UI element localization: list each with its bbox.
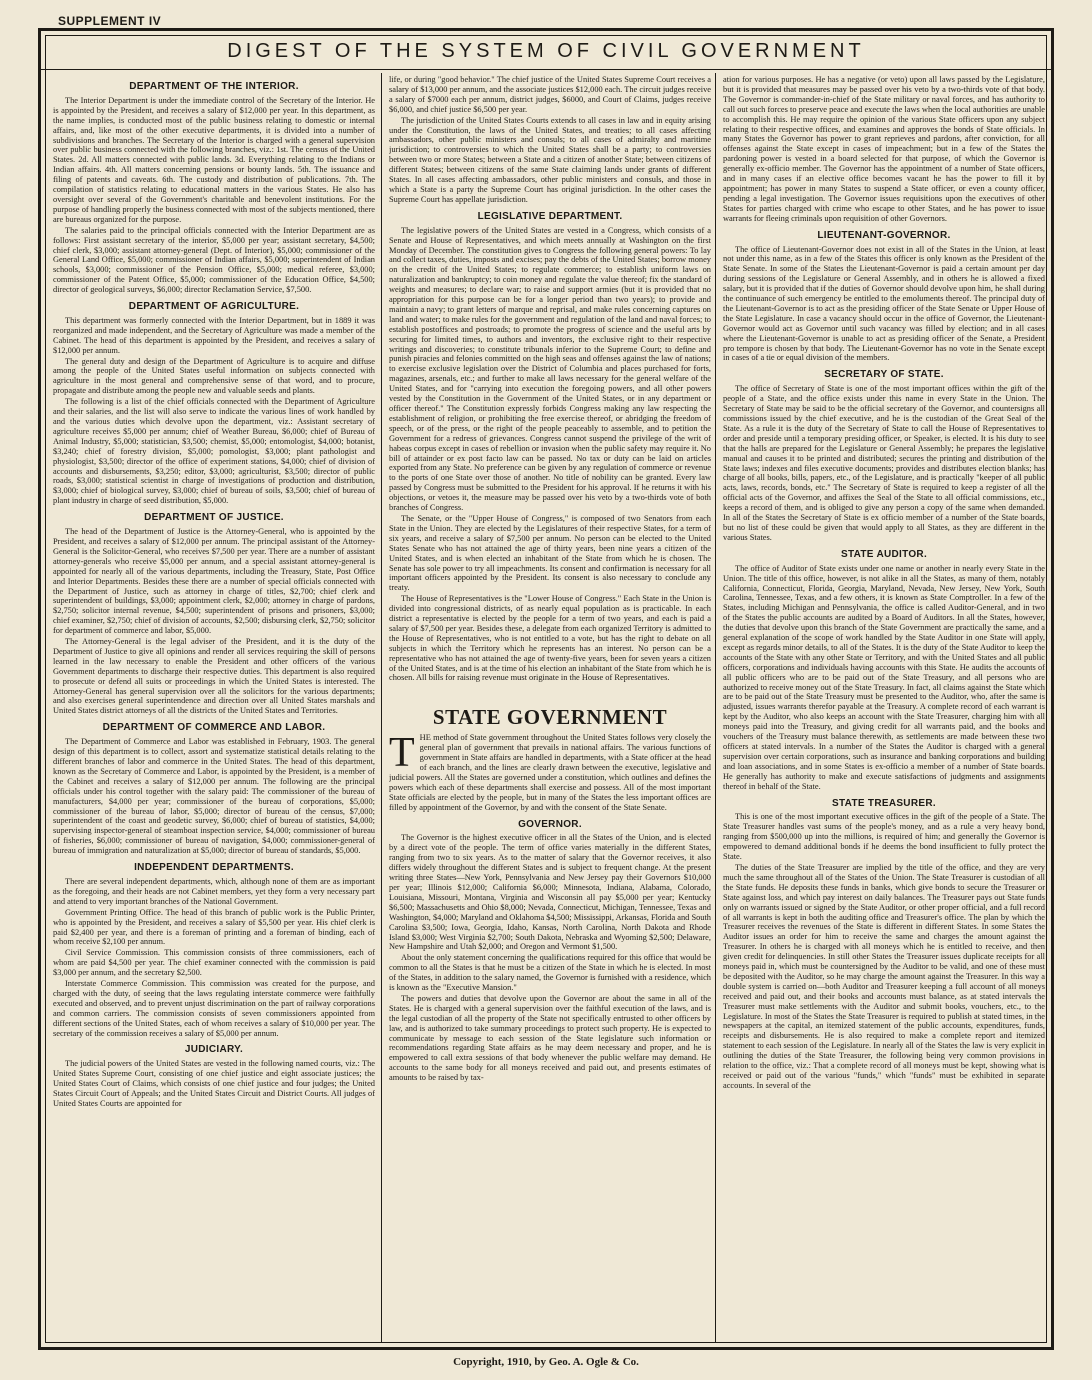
- paragraph: Civil Service Commission. This commission consists of three commissioners, each of whom are paid $4,500 per year. The chief examiner connected with the commission is paid $3,000 per annum, and the secretary $2,500.: [53, 948, 375, 978]
- section-heading: JUDICIARY.: [184, 1044, 244, 1056]
- section-heading: LEGISLATIVE DEPARTMENT.: [477, 210, 623, 222]
- paragraph: The legislative powers of the United States are vested in a Congress, which consists of a Senate and House of Representatives, and which meets annually at Washington on the first Monday of December. The constitution gives to Congress the following general powers: To lay and collect taxes, duties, imposts and excises; pay the debts of the United States; borrow money on the credit of the United States; to regulate commerce; to establish uniform laws on naturalization and bankruptcy; to coin money and regulate the value thereof; fix the standard of weights and measures; to declare war; to raise and support armies (but it is provided that no appropriation for this purpose can be for a longer period than two years); to provide and maintain a navy; to grant letters of marque and reprisal, and make rules concerning captures on land and water; to make rules for the government and regulation of the land and naval forces; to establish postoffices and postroads; to promote the progress of science and the useful arts by securing for limited times, to authors and inventors, the exclusive right to their respective writings and discoveries; to constitute tribunals inferior to the Supreme Court; to define and punish piracies and felonies committed on the high seas and offenses against the law of nations; to exercise exclusive legislation over the District of Columbia and places purchased for forts, magazines, arsenals, etc.; and further to make all laws necessary for the general welfare of the United States, and for "carrying into execution the foregoing powers, and all other powers vested by the Constitution in the Government of the United States, or in any department or officer thereof." The Constitution expressly forbids Congress making any law respecting the establishment of religion, or prohibiting the free exercise thereof, or abridging the freedom of speech, or of the press, or the right of the people peaceably to assemble, and to petition the Government for a redress of grievances. Congress cannot suspend the privilege of the writ of habeas corpus except in cases of rebellion or invasion when the public safety may require it. No bill of attainder or ex post facto law can be passed. No tax or duty can be laid on articles exported from any State. No preference can be given by any regulation of commerce or revenue to the ports of one State over those of another. No title of nobility can be granted. Every law passed by Congress must be submitted to the President for his approval. If he returns it with his objections, or vetoes it, the measure may be passed over his veto by a two-thirds vote of both branches of Congress.: [389, 225, 711, 513]
- section-heading: DEPARTMENT OF THE INTERIOR.: [129, 81, 299, 92]
- section-heading: DEPARTMENT OF AGRICULTURE.: [128, 301, 300, 313]
- paragraph: ation for various purposes. He has a negative (or veto) upon all laws passed by the Legislature, but it is provided that measures may be passed over his veto by a two-thirds vote of that body. The Governor is commander-in-chief of the State military or naval forces, and has authority to call out such forces to preserve peace and execute the laws when the local authorities are unable to accomplish this. He may require the opinion of the various State officers upon any subject relating to their respective offices, and examines and approves the bonds of State officials. In many States the Governor has power to grant reprieves and pardons, after conviction, for all offenses against the State except in cases of impeachment; but in a few of the States the pardoning power is vested in a board selected for that purpose, of which the Governor is generally ex-officio member. The Governor has the appointment of a number of State officers, and in many cases if an elective office becomes vacant he has the power to fill it by appointment; has power in many States to suspend a State officer, or even a county officer, pending a legal investigation. The Governor issues requisitions upon the executives of other States for parties charged with crime who escape to other States, and he has power to issue warrants for fleeing criminals upon requisition of other Governors.: [723, 75, 1045, 223]
- column-divider: [715, 73, 716, 1343]
- paragraph: life, or during "good behavior." The chief justice of the United States Supreme Court receives a salary of $13,000 per annum, and the associate justices $12,000 each. The circuit judges receive a salary of $7000 each per annum, district judges, $6000, and Court of Claims, judges receive $6,000, and chief justice $6,500 per year.: [389, 75, 711, 114]
- column-divider: [381, 73, 382, 1343]
- paragraph: The following is a list of the chief officials connected with the Department of Agriculture and their salaries, and the list will also serve to indicate the various lines of work handled by and the various duties which devolve upon the department, viz.: Assistant secretary of agriculture receives $5,000 per annum; chief of Weather Bureau, $6,000; chief of Bureau of Animal Industry, $5,000; statistician, $3,500; chemist, $5,000; entomologist, $4,000; botanist, $3,240; chief of forestry division, $5,000; pomologist, $3,000; plant pathologist and physiologist, $3,500; director of the office of experiment stations, $4,000; chief of division of accounts and disbursements, $3,250; editor, $3,000; agriculturist, $3,500; director of public roads, $3,000; statistical scientist in charge of investigations of production and distribution, $3,000; chief of biological survey, $3,000; chief of bureau of soils, $3,500; chief of bureau of plant industry in charge of seed distribution, $5,000.: [53, 397, 375, 506]
- paragraph: The Senate, or the "Upper House of Congress," is composed of two Senators from each State in the Union. They are elected by the Legislatures of their respective States, for a term of six years, and receive a salary of $7,500 per annum. No person can be elected to the United States Senate who has not attained the age of thirty years, been nine years a citizen of the United States, and is when elected an inhabitant of the State from which he is chosen. The Senate has sole power to try all impeachments. Its consent and confirmation is necessary for all important officers appointed by the President. Its consent is also necessary to conclude any treaty.: [389, 513, 711, 593]
- section-heading: SECRETARY OF STATE.: [824, 369, 944, 381]
- paragraph: The office of Lieutenant-Governor does not exist in all of the States in the Union, at least not under this name, as in a few of the States this officer is only known as the President of the State Senate. In some of the States the Lieutenant-Governor is paid a certain amount per day during sessions of the Legislature or General Assembly, and in others he is allowed a fixed salary, but it is provided that if the duties of Governor should devolve upon him, he shall during the continuance of such emergency be entitled to the emoluments thereof. The principal duty of the Lieutenant-Governor is to act as the presiding officer of the State Senate or Upper House of the State Legislature. In case a vacancy should occur in the office of Governor, the Lieutenant-Governor would act as Governor until such vacancy was filled by election; and in all cases where the Lieutenant-Governor is unable to act as presiding officer of the Senate, a President pro tempore is chosen by that body. The Lieutenant-Governor has no vote in the Senate except in cases of a tie or equal division of the members.: [723, 244, 1045, 363]
- paragraph: The Governor is the highest executive officer in all the States of the Union, and is elected by a direct vote of the people. The term of office varies materially in the different States, ranging from two to six years. As to the matter of salary that the Governor receives, it also differs widely throughout the different States and is subject to frequent change. At the present writing three States—New York, Pennsylvania and New Jersey pay their Governors $10,000 per year; Illinois $12,000; California $6,000; Minnesota, Indiana, Alabama, Colorado, Louisiana, Missouri, Montana, Virginia and Wisconsin all pay $5,000 per year; Kentucky $6,500; Massachusetts and Ohio $8,000; Nevada, Connecticut, Michigan, Tennessee, Texas and Washington, $4,000; Maryland and Oklahoma $4,500; Mississippi, Arkansas, Florida and South Carolina $3,500; Iowa, Georgia, Idaho, Kansas, North Carolina, North Dakota and Rhode Island $3,000; West Virginia $2,700; South Dakota, Nebraska and Wyoming $2,500; Delaware, New Hampshire and Utah $2,000; and Oregon and Vermont $1,500.: [389, 833, 711, 952]
- paragraph: The powers and duties that devolve upon the Governor are about the same in all of the States. He is charged with a general supervision over the faithful execution of the laws, and is the legal custodian of all the property of the State not specifically entrusted to other officers by law, and is authorized to take summary proceedings to protect such property. He is expected to communicate by message to each session of the State legislature such information or recommendations regarding State affairs as he may deem necessary and proper, and he is empowered to call extra sessions of that body whenever the public welfare may demand. He accounts to the same body for all moneys received and paid out, and presents estimates of amounts to be raised by tax-: [389, 993, 711, 1083]
- paragraph: The head of the Department of Justice is the Attorney-General, who is appointed by the President, and receives a salary of $12,000 per annum. The principal assistant of the Attorney-General is the Solicitor-General, who receives $7,500 per year. There are a number of assistant attorney-generals who receive $5,000 per annum, and a special assistant attorney-general is appointed for nearly all of the various departments, including the Treasury, State, Post Office and Interior Departments. Besides these there are a number of special officials connected with the Department of Justice, such as attorney in charge of titles, $2,700; chief clerk and superintendent of buildings, $3,000; appointment clerk, $2,000; attorney in charge of pardons, $2,750; solicitor internal revenue, $4,500; superintendent of prisons and prisoners, $3,000; chief examiner, $2,750; chief of division of accounts, $2,500; disbursing clerk, $2,750; solicitor for department of commerce and labor, $5,000.: [53, 527, 375, 636]
- paragraph: The House of Representatives is the "Lower House of Congress." Each State in the Union is divided into congressional districts, of as nearly equal population as is practicable. In each district a representative is elected by the people for a term of two years, and each is paid a salary of $7,500 per year. Besides these, a delegate from each organized Territory is admitted to the House of Representatives, who is not entitled to a vote, but has the right to debate on all subjects in which the Territory which he represents has an interest. No person can be a representative who has not attained the age of twenty-five years, been for seven years a citizen of the United States, and is at the time of his election an inhabitant of the State from which he is chosen. All bills for raising revenue must originate in the House of Representatives.: [389, 594, 711, 683]
- paragraph: The Attorney-General is the legal adviser of the President, and it is the duty of the Department of Justice to give all opinions and render all services requiring the skill of persons learned in the law necessary to enable the President and other officers of the various Government departments to discharge their respective duties. This department is also required to prosecute or defend all suits or proceedings in which the United States is interested. The Attorney-General has general supervision over all the solicitors for the various departments; and also exercises general superintendence and direction over all United States marshals and United States district attorneys of all the districts of the United States and Territories.: [53, 637, 375, 716]
- column-left: [53, 75, 375, 1341]
- paragraph: The salaries paid to the principal officials connected with the Interior Department are as follows: First assistant secretary of the interior, $5,000 per year; assistant secretary, $4,500; chief clerk, $3,000; assistant attorney-general (Dept. of Interior), $5,000; commissioner of the General Land Office, $5,000; commissioner of Indian affairs, $5,000; superintendent of Indian schools, $3,000; commissioner of the Pension Office, $5,000; medical referee, $3,000; commissioner of the Patent Office, $5,000; commissioner of the Education Office, $4,500; director of geological surveys, $6,000; director Reclamation Service, $7,500.: [53, 225, 375, 295]
- paragraph: The jurisdiction of the United States Courts extends to all cases in law and in equity arising under the Constitution, the laws of the United States, and treaties; to all cases affecting ambassadors, other public ministers and consuls; to all cases of admiralty and maritime jurisdiction; to controversies to which the United States shall be a party; to controversies between two or more States; between a State and a citizen of another State; between citizens of different States; between citizens of the same State claiming lands under grants of different States. In all cases affecting ambassadors, other public ministers and consuls, and those in which a State is a party the Supreme Court has original jurisdiction. In the other cases the Supreme Court has appellate jurisdiction.: [389, 115, 711, 204]
- paragraph: [389, 730, 711, 812]
- paragraph: This is one of the most important executive offices in the gift of the people of a State. The State Treasurer handles vast sums of the people's money, and as a rule a very heavy bond, ranging from $500,000 up into the millions, is required of him; and generally the Governor is empowered to demand additional bonds if he deems the bond insufficient to fully protect the State.: [723, 812, 1045, 862]
- section-heading: LIEUTENANT-GOVERNOR.: [817, 229, 951, 241]
- section-heading: DEPARTMENT OF JUSTICE.: [144, 512, 284, 524]
- paragraph: About the only statement concerning the qualifications required for this office that would be common to all the States is that he must be a citizen of the State in which he is elected. In most of the States, in addition to the salary named, the Governor is furnished with a residence, which is known as the "Executive Mansion.": [389, 953, 711, 993]
- supplement-label: SUPPLEMENT IV: [58, 14, 162, 28]
- state-government-heading: STATE GOVERNMENT: [432, 705, 668, 730]
- section-heading: GOVERNOR.: [518, 818, 582, 830]
- paragraph: The duties of the State Treasurer are implied by the title of the office, and they are very much the same throughout all of the States of the Union. The State Treasurer is custodian of all the State funds. He deposits these funds in banks, which give bonds to secure the Treasurer or State against loss, and which pay interest on daily balances. The Treasurer pays out State funds only on warrants issued or signed by the State Auditor, or other proper official, and a full record of all warrants is kept in both the auditing office and Treasurer's office. The plan by which the Treasurer receives the revenues of the State is different in different States. In some States the Auditor issues an order for him to receive the same and charges the amount against the Treasurer. In others he is charged with all moneys which he is entitled to receive, and then given credit for delinquencies. In still other States the Treasurer issues duplicate receipts for all moneys paid in, which must be countersigned by the Auditor to be valid, and one of these must be deposited with the Auditor, so he may charge the amount against the Treasurer. In this way a double system is carried on—both Auditor and Treasurer keeping a full account of all moneys received and paid out, and their books and accounts must balance, as at stated intervals the Treasurer must make settlements with the Auditor and submit books, vouchers, etc., to the Legislature. In most of the States the State Treasurer is required to publish at stated times, in the newspapers at the capital, an itemized statement of the public accounts, expenditures, funds, receipts and disbursements. He is also required to make a complete report and itemized statement to each session of the Legislature. In nearly all of the States the law is very explicit in outlining the duties of the State Treasurer, the following being very common provisions in relation to the office, viz.: That a complete record of all moneys must be kept, showing what is received or paid out of the various "funds," which "funds" must be exhibited in separate accounts. In several of the: [723, 862, 1045, 1090]
- copyright-line: Copyright, 1910, by Geo. A. Ogle & Co.: [453, 1356, 639, 1368]
- paragraph: This department was formerly connected with the Interior Department, but in 1889 it was reorganized and made independent, and the Secretary of Agriculture was made a member of the Cabinet. The head of this department is appointed by the President, and receives a salary of $12,000 per annum.: [53, 315, 375, 355]
- paragraph: The Department of Commerce and Labor was established in February, 1903. The general design of this department is to collect, assort and systematize statistical details relating to the different branches of labor and commerce in the United States. The head of this department, known as the Secretary of Commerce and Labor, is appointed by the President, is a member of the Cabinet and receives a salary of $12,000 per annum. The following are the principal officials under his control together with the salary paid: The commissioner of the bureau of manufacturers, $4,000 per year; commissioner of the bureau of corporations, $5,000; commissioner of the bureau of labor, $5,000; director of bureau of the census, $7,000; superintendent of the coast and geodetic survey, $6,000; chief of bureau of statistics, $4,000; supervising inspector-general of steamboat inspection service, $4,000; commissioner of bureau of fisheries, $6,000; commissioner of bureau of navigation, $4,000; commissioner-general of bureau of immigration and naturalization at $5,000; director of bureau of standards, $5,000.: [53, 737, 375, 856]
- paragraph: The Interior Department is under the immediate control of the Secretary of the Interior. He is appointed by the President, and receives a salary of $12,000 per year. In this department, as the name implies, is conducted most of the public business relating to domestic or internal affairs, and, like most of the other executive departments, it is divided into a number of subdivisions and branches. The Secretary of the Interior is charged with a general supervision over public business connected with the following branches, viz.: 1st. The census of the United States. 2d. All matters connected with public lands. 3d. Everything relating to the Indians or Indian affairs. 4th. All matters concerning pensions or bounty lands. 5th. The issuance and filing of patents and caveats. 6th. The custody and distribution of publications. 7th. The compilation of statistics relating to educational matters in the various States. He also has oversight over several of the Government's charitable and benevolent institutions. For the purpose of handling properly the business connected with most of the subjects mentioned, there are bureaus organized for the purpose.: [53, 95, 375, 224]
- paragraph: The office of Secretary of State is one of the most important offices within the gift of the people of a State, and the office exists under this name in every State in the Union. The Secretary of State may be said to be the official secretary of the Governor, and countersigns all commissions issued by the chief executive, and he is the custodian of the Great Seal of the State. As a rule it is the duty of the Secretary of State to call the House of Representatives to order and preside until a temporary presiding officer, or Speaker, is elected. It is his duty to see that the halls are prepared for the Legislature or General Assembly; he prepares the legislative manual and causes it to be printed and distributed; secures the printing and distribution of the State laws; indexes and files executive documents; provides and distributes election blanks; has charge of all books, bills, papers, etc., of the Legislature, and is practically "keeper of all public acts, laws, records, bonds, etc." The Secretary of State is required to keep a register of all the official acts of the Governor, and affixes the Seal of the State to all official commissions, etc., keeps a record of them, and is obliged to give any person a copy of the same when demanded. In all of the States the Secretary of State is ex officio member of a number of the State boards, but no list of these could be given that would apply to all States, as they are different in the various States.: [723, 384, 1045, 542]
- drop-cap: T: [389, 730, 415, 777]
- section-heading: INDEPENDENT DEPARTMENTS.: [134, 862, 294, 874]
- paragraph: The judicial powers of the United States are vested in the following named courts, viz.: The United States Supreme Court, consisting of one chief justice and eight associate justices; the United States Court of Claims, which consists of one chief justice and four judges; the United States Circuit Court of Appeals; and the United States Circuit and District Courts. All judges of United States Courts are appointed for: [53, 1059, 375, 1108]
- paragraph: Government Printing Office. The head of this branch of public work is the Public Printer, who is appointed by the President, and receives a salary of $5,500 per year. His chief clerk is paid $2,400 per year, and there is a foreman of printing and a foreman of binding, each of whom receive $2,100 per annum.: [53, 907, 375, 947]
- paragraph: The office of Auditor of State exists under one name or another in nearly every State in the Union. The title of this office, however, is not alike in all the States, as many of them, notably California, Connecticut, Florida, Georgia, Maryland, Nevada, New Jersey, New York, South Carolina, Tennessee, Texas, and a few others, it is known as State Comptroller. In a few of the States, including Michigan and Pennsylvania, the office is called Auditor-General, and in two of the States the public accounts are audited by a Board of Auditors. In all the States, however, the duties that devolve upon this branch of the State Government are practically the same, and a general explanation of the scope of work handled by the State Auditor in one State will apply, except as regards minor details, to all of the States. It is the duty of the State Auditor to keep the accounts of the State with any other State or Territory, and with the United States and all public officers, corporations and individuals having accounts with this State. He audits the accounts of all public officers who are to be paid out of the State Treasury, and all persons who are authorized to receive money out of the State Treasury. In fact, all claims against the State which are to be paid out of the State Treasury must be presented to the Auditor, who, after the same is adjusted, issues warrants therefor payable at the Treasury. A complete record of each warrant is kept by the Auditor, who also keeps an account with the State Treasurer, charging him with all moneys paid into the Treasury, and giving credit for all warrants paid, and the books and vouchers of the Treasury must balance therewith, as settlements are made between these two officers at stated intervals. In a number of the States the Auditor is charged with a general supervision over certain corporations, such as insurance and banking corporations and building and loan associations, and in some States is ex-officio a member of a number of State boards. He generally has authority to make and execute satisfactions of judgments and assignments thereof in behalf of the State.: [723, 563, 1045, 791]
- paragraph: The general duty and design of the Department of Agriculture is to acquire and diffuse among the people of the United States useful information on subjects connected with agriculture in the most general and comprehensive sense of that word, and to procure, propagate and distribute among the people new and valuable seeds and plants.: [53, 356, 375, 396]
- section-heading: STATE AUDITOR.: [840, 548, 928, 560]
- paragraph: There are several independent departments, which, although none of them are as important as the foregoing, and their heads are not Cabinet members, yet they form a very necessary part and attend to very important branches of the National Government.: [53, 876, 375, 906]
- banner-rule: [41, 69, 1051, 70]
- page-frame: [38, 28, 1054, 1350]
- column-middle: [389, 75, 711, 1341]
- section-heading: DEPARTMENT OF COMMERCE AND LABOR.: [102, 722, 326, 734]
- paragraph: Interstate Commerce Commission. This commission was created for the purpose, and charged with the duty, of seeing that the laws regulating interstate commerce were faithfully executed and observed, and to prevent unjust discrimination on the part of railway corporations and common carriers. The commission consists of seven commissioners appointed from different sections of the United States, each of whom receives a salary of $10,000 per year. The secretary of the commission receives a salary of $5,000 per annum.: [53, 979, 375, 1038]
- paragraph-text: HE method of State government throughout the United States follows very closely the general plan of government that prevails in national affairs. The various functions of government in State affairs are handled in departments, with a State officer at the head of each branch, and the lines are clearly drawn between the executive, legislative and judicial powers. All the States are governed under a constitution, which outlines and defines the powers which each of these departments shall exercise and possess. All of the most important State officials are elected by the people, but in many of the States the less important offices are filled by appointment of the Governor, by and with the consent of the State Senate.: [389, 733, 711, 812]
- column-right: [723, 75, 1045, 1341]
- banner-title: DIGEST OF THE SYSTEM OF CIVIL GOVERNMENT: [227, 40, 865, 62]
- section-heading: STATE TREASURER.: [832, 797, 936, 809]
